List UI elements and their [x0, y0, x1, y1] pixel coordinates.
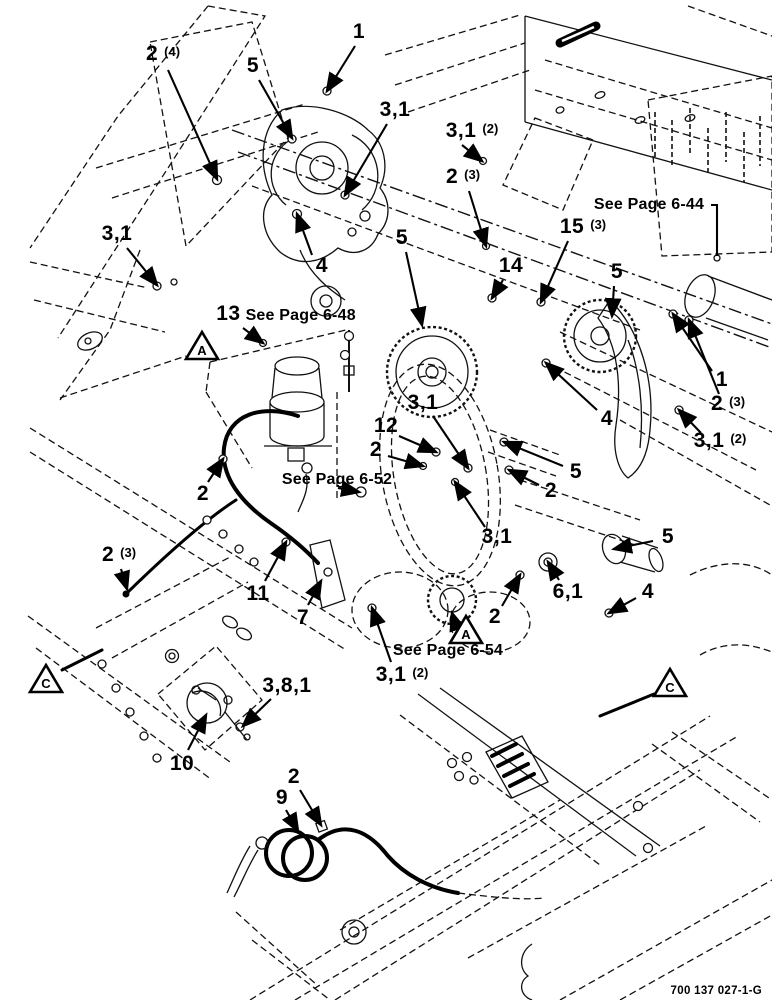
callout-label — [611, 260, 623, 284]
callout-number: 2 — [369, 438, 383, 461]
leader-arrow — [609, 598, 636, 613]
leader-arrow — [297, 214, 312, 255]
callout-number: 3,1 — [375, 663, 407, 686]
leader-arrow — [406, 252, 422, 325]
assembly-ref-marker-C — [30, 665, 62, 692]
callout-number: 5 — [395, 226, 409, 249]
callout-label — [482, 525, 513, 549]
leader-arrow — [689, 320, 719, 394]
leader-arrow — [372, 608, 391, 662]
callout-label — [370, 438, 382, 462]
callout-label — [694, 429, 747, 453]
callout-number: 4 — [641, 580, 655, 603]
callout-number: 6,1 — [552, 580, 584, 603]
callout-number: 5 — [610, 260, 624, 283]
callout-label — [297, 606, 309, 630]
callout-label — [288, 765, 300, 789]
callout-label — [276, 786, 288, 810]
callout-number: 4 — [600, 407, 614, 430]
callout-number: 2 — [287, 765, 301, 788]
ref-note — [594, 196, 704, 214]
assembly-ref-marker-A — [186, 332, 218, 359]
callout-number: 2 — [101, 543, 115, 566]
callout-label — [662, 525, 674, 549]
leader-arrow — [455, 482, 485, 527]
marker-letter: A — [461, 627, 471, 642]
callout-quantity: (3) — [590, 217, 607, 232]
callout-number: 2 — [145, 42, 159, 65]
leader-arrow — [265, 542, 286, 581]
leader-line — [711, 205, 717, 256]
callout-label — [446, 165, 480, 189]
callout-quantity: (3) — [464, 167, 481, 182]
callout-number: 14 — [498, 254, 524, 277]
callout-number: 7 — [296, 606, 310, 629]
callout-label — [376, 663, 429, 687]
leader-arrow — [612, 286, 614, 316]
callout-number: 3,1 — [693, 429, 725, 452]
ref-note — [282, 471, 392, 489]
marker-letter: A — [197, 343, 207, 358]
see-page-note: See Page 6-52 — [281, 471, 393, 488]
leader-arrow — [208, 459, 223, 482]
callout-quantity: (3) — [120, 545, 137, 560]
callout-number: 11 — [246, 582, 270, 605]
see-page-note: See Page 6-48 — [245, 307, 356, 324]
marker-letter: C — [41, 676, 51, 691]
callout-quantity: (3) — [729, 394, 746, 409]
callout-number: 9 — [275, 786, 289, 809]
callout-number: 5 — [661, 525, 675, 548]
callout-number: 2 — [488, 605, 502, 628]
leader-arrow — [286, 810, 298, 831]
callout-number: 1 — [715, 368, 729, 391]
leader-arrow — [462, 145, 482, 161]
leader-arrow — [243, 328, 263, 343]
callout-label — [197, 482, 209, 506]
callout-number: 2 — [445, 165, 459, 188]
callout-number: 12 — [373, 414, 399, 437]
assembly-ref-marker-C — [654, 669, 686, 696]
leader-arrow — [399, 436, 436, 452]
callout-label — [446, 119, 499, 143]
leader-arrow — [345, 124, 387, 195]
leader-arrow — [502, 575, 520, 606]
callout-number: 5 — [569, 460, 583, 483]
callout-label — [316, 254, 328, 278]
callout-label — [711, 392, 745, 416]
callout-label — [246, 582, 269, 606]
leader-arrow — [300, 790, 321, 825]
callout-number: 3,8,1 — [262, 674, 312, 697]
callout-label — [262, 674, 311, 698]
callout-label — [499, 254, 523, 278]
callout-number: 4 — [315, 254, 329, 277]
callout-number: 13 — [216, 302, 241, 325]
leader-arrow — [327, 46, 355, 91]
callout-label — [102, 222, 133, 246]
callout-number: 2 — [196, 482, 210, 505]
callout-label — [216, 302, 356, 326]
leader-arrow — [492, 280, 503, 298]
callout-label — [408, 391, 439, 415]
callout-number: 2 — [710, 392, 724, 415]
callout-number: 3,1 — [445, 119, 477, 142]
callout-quantity: (2) — [482, 121, 499, 136]
callout-label — [146, 42, 180, 66]
callout-label — [489, 605, 501, 629]
callout-label — [247, 54, 259, 78]
callout-number: 3,1 — [407, 391, 439, 414]
callout-label — [553, 580, 584, 604]
callout-label — [601, 407, 613, 431]
callout-quantity: (2) — [730, 431, 747, 446]
see-page-note: See Page 6-54 — [392, 642, 504, 659]
callout-label — [716, 368, 728, 392]
callout-label — [545, 479, 557, 503]
callout-number: 3,1 — [101, 222, 133, 245]
callout-number: 5 — [246, 54, 260, 77]
marker-letter: C — [665, 680, 675, 695]
callout-quantity: (4) — [164, 44, 181, 59]
leader-arrow — [168, 70, 217, 179]
callout-label — [560, 215, 606, 239]
callout-number: 2 — [544, 479, 558, 502]
callout-number: 15 — [559, 215, 585, 238]
leader-arrow — [127, 248, 157, 285]
callout-number: 3,1 — [481, 525, 513, 548]
callout-number: 1 — [352, 20, 366, 43]
leader-lines — [121, 46, 719, 831]
callout-quantity: (2) — [412, 665, 429, 680]
callout-label — [396, 226, 408, 250]
leader-arrow — [509, 470, 539, 485]
see-page-note: See Page 6-44 — [593, 196, 705, 213]
callout-number: 3,1 — [379, 98, 411, 121]
part-number: 700 137 027-1-G — [670, 985, 762, 997]
callout-label — [380, 98, 411, 122]
callout-number: 10 — [169, 752, 195, 775]
leader-arrow — [433, 416, 468, 468]
callout-label — [570, 460, 582, 484]
callout-label — [642, 580, 654, 604]
callout-label — [102, 543, 136, 567]
callout-label — [353, 20, 365, 44]
leader-arrow — [121, 569, 127, 589]
callout-label — [374, 414, 398, 438]
callout-label — [170, 752, 194, 776]
leader-arrow — [388, 456, 423, 466]
ref-note — [393, 642, 503, 660]
